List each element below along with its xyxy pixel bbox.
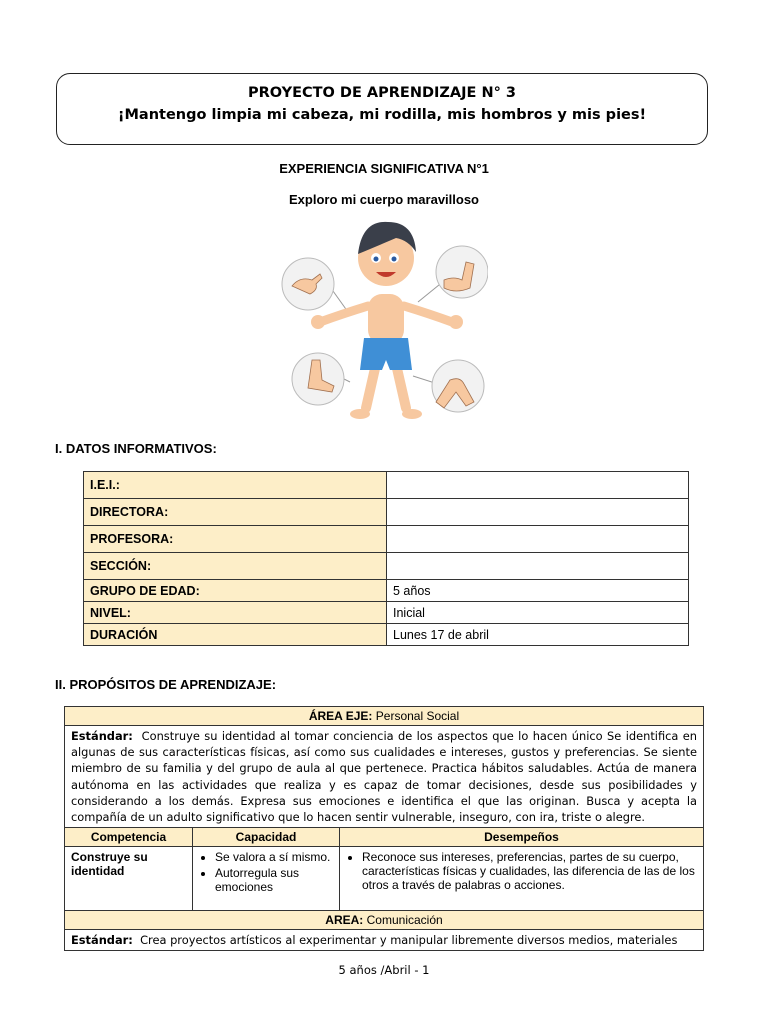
project-subtitle: ¡Mantengo limpia mi cabeza, mi rodilla, mis hombros y mis pies! bbox=[117, 107, 647, 123]
info-label: I.E.I.: bbox=[84, 472, 387, 499]
purposes-table bbox=[64, 706, 704, 951]
column-header: Capacidad bbox=[193, 828, 340, 847]
project-title: PROYECTO DE APRENDIZAJE N° 3 bbox=[248, 85, 516, 101]
table-row bbox=[84, 624, 689, 646]
table-row bbox=[65, 847, 704, 911]
knee-detail-icon bbox=[432, 360, 484, 412]
info-label: NIVEL: bbox=[84, 602, 387, 624]
list-item: • Reconoce sus intereses, preferencias, partes de su cuerpo, características físicas y cualidades, las diferencia de las de los otros a través de palabras o acciones. bbox=[362, 850, 699, 892]
desempenos-cell bbox=[340, 847, 704, 911]
hand-detail-icon bbox=[282, 258, 334, 310]
area-prefix: AREA: bbox=[325, 913, 364, 928]
standard-text: Crea proyectos artísticos al experimentar y manipular libremente diversos medios, materiales bbox=[140, 933, 678, 948]
page-footer: 5 años /Abril - 1 bbox=[338, 963, 430, 977]
section-heading-propositos: II. PROPÓSITOS DE APRENDIZAJE: bbox=[55, 677, 277, 692]
capacidad-list bbox=[197, 850, 335, 894]
table-row bbox=[65, 707, 704, 726]
info-table bbox=[83, 471, 689, 646]
experience-subtitle: Exploro mi cuerpo maravilloso bbox=[289, 192, 479, 207]
foot-detail-icon bbox=[292, 353, 344, 405]
table-row bbox=[84, 580, 689, 602]
section-heading-datos: I. DATOS INFORMATIVOS: bbox=[55, 441, 217, 456]
info-label: DURACIÓN bbox=[84, 624, 387, 646]
table-row bbox=[84, 499, 689, 526]
table-row bbox=[65, 911, 704, 930]
table-row bbox=[65, 726, 704, 828]
table-row bbox=[84, 472, 689, 499]
info-label: DIRECTORA: bbox=[84, 499, 387, 526]
info-value bbox=[387, 499, 689, 526]
area-name: Comunicación bbox=[366, 913, 443, 928]
elbow-detail-icon bbox=[436, 246, 488, 298]
info-value: Inicial bbox=[387, 602, 689, 624]
info-value: 5 años bbox=[387, 580, 689, 602]
experience-title: EXPERIENCIA SIGNIFICATIVA N°1 bbox=[279, 161, 489, 176]
standard-label: Estándar: bbox=[71, 729, 133, 743]
competencia-cell: Construye su identidad bbox=[65, 847, 193, 911]
area-header bbox=[65, 911, 704, 930]
list-item: • Se valora a sí mismo. bbox=[215, 850, 335, 864]
column-header: Desempeños bbox=[340, 828, 704, 847]
project-title-box bbox=[56, 73, 708, 145]
area-name: Personal Social bbox=[375, 709, 460, 723]
desempenos-list bbox=[344, 850, 699, 892]
standard-label: Estándar: bbox=[71, 933, 133, 948]
info-value: Lunes 17 de abril bbox=[387, 624, 689, 646]
column-header: Competencia bbox=[65, 828, 193, 847]
table-row bbox=[65, 930, 704, 951]
standard-cell bbox=[65, 930, 704, 951]
info-label: SECCIÓN: bbox=[84, 553, 387, 580]
list-item: • Autorregula sus emociones bbox=[215, 866, 335, 894]
info-label: PROFESORA: bbox=[84, 526, 387, 553]
table-row bbox=[84, 602, 689, 624]
table-row bbox=[84, 553, 689, 580]
info-label: GRUPO DE EDAD: bbox=[84, 580, 387, 602]
body-parts-illustration bbox=[278, 214, 488, 432]
info-value bbox=[387, 472, 689, 499]
standard-text: Construye su identidad al tomar conciencia de los aspectos que lo hacen único Se identifica en algunas de sus características físicas, así como sus cualidades e intereses, gustos y preferencias. Se siente miembro de su familia y del grupo de aula al que pertenece. Practica hábitos saludables. Actúa de manera autónoma en las actividades que realiza y es capaz de tomar decisiones, desde sus posibilidades y considerando a los demás. Expresa sus emociones e identifica el que las originan. Busca y acepta la compañía de un adulto significativo que lo hacen sentir vulnerable, inseguro, con ira, triste o alegre. bbox=[71, 729, 698, 825]
area-prefix: ÁREA EJE: bbox=[308, 709, 373, 723]
area-header bbox=[65, 707, 704, 726]
info-value bbox=[387, 526, 689, 553]
info-value bbox=[387, 553, 689, 580]
table-row bbox=[65, 828, 704, 847]
table-row bbox=[84, 526, 689, 553]
standard-cell bbox=[65, 726, 704, 828]
capacidad-cell bbox=[193, 847, 340, 911]
